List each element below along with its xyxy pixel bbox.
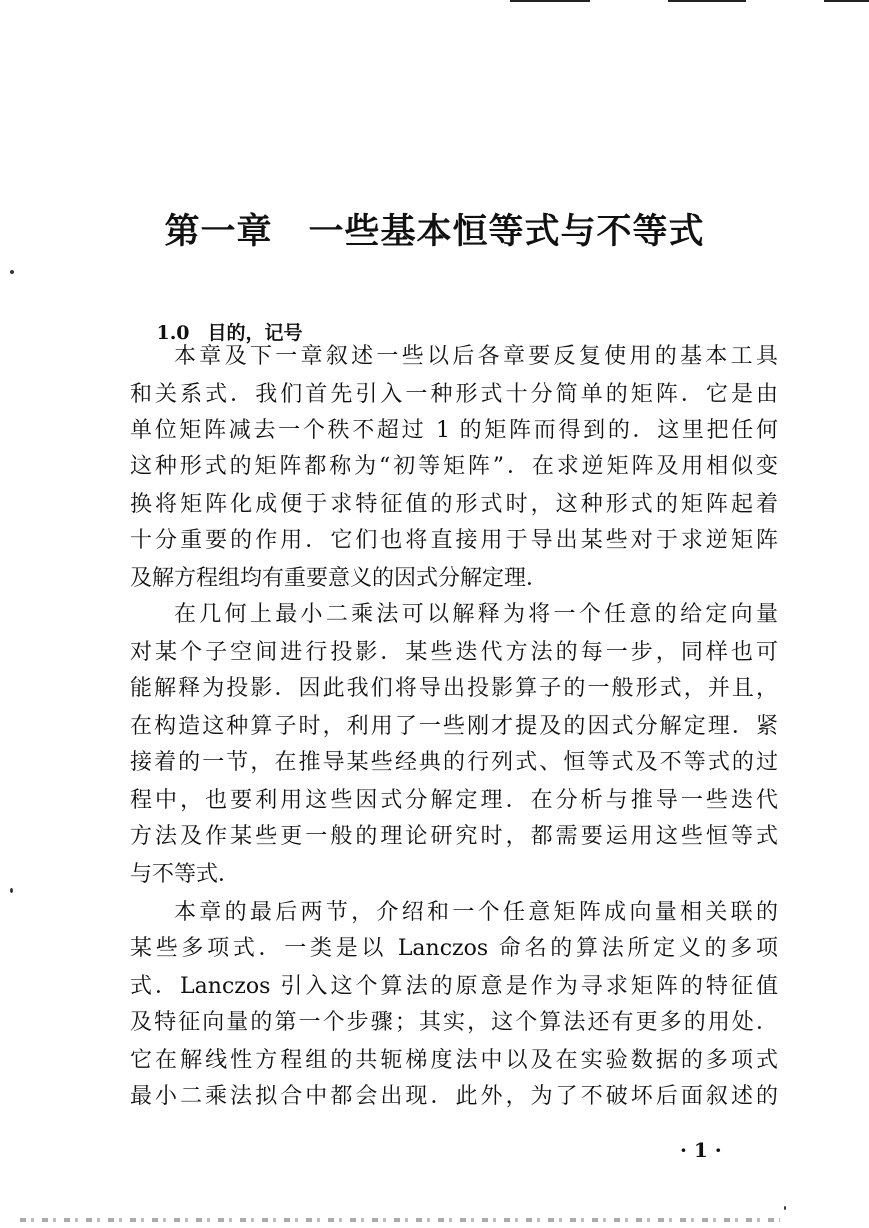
chapter-title: 第一章 一些基本恒等式与不等式: [164, 211, 705, 252]
section-number: 1.0: [156, 322, 190, 344]
paragraph-2-line-3: 能解释为投影．因此我们将导出投影算子的一般形式，并且，: [130, 676, 778, 701]
paragraph-1-line-4: 这种形式的矩阵都称为“初等矩阵”．在求逆矩阵及用相似变: [130, 454, 778, 479]
page-number: · 1 ·: [680, 1138, 722, 1162]
scan-speck: [10, 270, 14, 274]
scan-speck: [10, 888, 13, 893]
paragraph-2-line-1: 在几何上最小二乘法可以解释为将一个任意的给定向量: [174, 602, 778, 627]
paragraph-3-line-1: 本章的最后两节，介绍和一个任意矩阵成向量相关联的: [174, 900, 778, 925]
paragraph-2-line-8: 与不等式．: [130, 862, 241, 887]
scan-speck: [784, 1206, 786, 1210]
paragraph-2-line-7: 方法及作某些更一般的理论研究时，都需要运用这些恒等式: [130, 824, 778, 849]
top-rule-1: [510, 0, 590, 2]
paragraph-3-line-5: 它在解线性方程组的共轭梯度法中以及在实验数据的多项式: [130, 1048, 778, 1073]
paragraph-2-line-5: 接着的一节，在推导某些经典的行列式、恒等式及不等式的过: [130, 750, 778, 775]
paragraph-1-line-3: 单位矩阵减去一个秩不超过 1 的矩阵而得到的．这里把任何: [130, 418, 778, 443]
paragraph-3-line-4: 及特征向量的第一个步骤；其实，这个算法还有更多的用处．: [130, 1010, 778, 1035]
paragraph-3-line-2: 某些多项式．一类是以 Lanczos 命名的算法所定义的多项: [130, 936, 778, 961]
paragraph-1-line-7: 及解方程组均有重要意义的因式分解定理．: [130, 566, 549, 591]
paragraph-3-line-6: 最小二乘法拟合中都会出现．此外，为了不破坏后面叙述的: [130, 1084, 778, 1109]
paragraph-1-line-6: 十分重要的作用．它们也将直接用于导出某些对于求逆矩阵: [130, 528, 778, 553]
top-rule-3: [824, 0, 869, 2]
paragraph-3-line-3: 式．Lanczos 引入这个算法的原意是作为寻求矩阵的特征值: [130, 974, 778, 999]
section-title: 目的，记号: [207, 322, 303, 344]
top-rule-2: [668, 0, 746, 2]
paragraph-1-line-5: 换将矩阵化成便于求特征值的形式时，这种形式的矩阵起着: [130, 492, 778, 517]
scan-edge-noise: [20, 1218, 780, 1222]
paragraph-1-line-2: 和关系式．我们首先引入一种形式十分简单的矩阵．它是由: [130, 382, 778, 407]
paragraph-2-line-2: 对某个子空间进行投影．某些迭代方法的每一步，同样也可: [130, 640, 778, 665]
paragraph-2-line-6: 程中，也要利用这些因式分解定理．在分析与推导一些迭代: [130, 788, 778, 813]
paragraph-1-line-1: 本章及下一章叙述一些以后各章要反复使用的基本工具: [174, 344, 778, 369]
paragraph-2-line-4: 在构造这种算子时，利用了一些刚才提及的因式分解定理．紧: [130, 714, 778, 739]
